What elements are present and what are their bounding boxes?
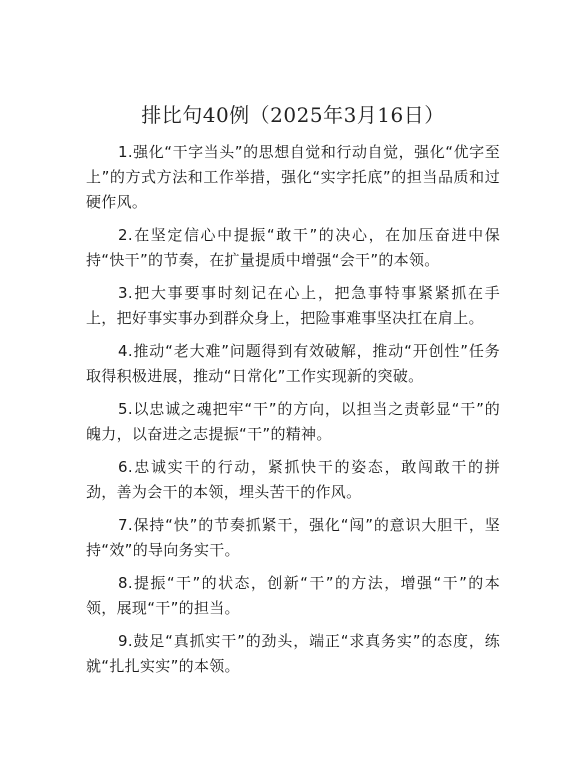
paragraph-3: 3.把大事要事时刻记在心上，把急事特事紧紧抓在手上，把好事实事办到群众身上，把险事难事坚决扛在肩上。: [86, 284, 500, 327]
paragraph-2: 2.在坚定信心中提振“敢干”的决心，在加压奋进中保持“快干”的节奏，在扩量提质中增强“会干”的本领。: [86, 226, 500, 269]
paragraph-5: 5.以忠诚之魂把牢“干”的方向，以担当之责彰显“干”的魄力，以奋进之志提振“干”的精神。: [86, 400, 500, 443]
document-body: [86, 140, 500, 687]
paragraph-9: 9.鼓足“真抓实干”的劲头，端正“求真务实”的态度，练就“扎扎实实”的本领。: [86, 632, 500, 675]
paragraph-7: 7.保持“快”的节奏抓紧干，强化“闯”的意识大胆干，坚持“效”的导向务实干。: [86, 516, 500, 559]
paragraph-1: 1.强化“干字当头”的思想自觉和行动自觉，强化“优字至上”的方式方法和工作举措，强化“实字托底”的担当品质和过硬作风。: [86, 143, 500, 211]
paragraph-8: 8.提振“干”的状态，创新“干”的方法，增强“干”的本领，展现“干”的担当。: [86, 574, 500, 617]
paragraph-6: 6.忠诚实干的行动，紧抓快干的姿态，敢闯敢干的拼劲，善为会干的本领，埋头苦干的作风。: [86, 458, 500, 501]
paragraph-4: 4.推动“老大难”问题得到有效破解，推动“开创性”任务取得积极进展，推动“日常化”工作实现新的突破。: [86, 342, 500, 385]
document-title: 排比句40例（2025年3月16日）: [141, 103, 445, 127]
